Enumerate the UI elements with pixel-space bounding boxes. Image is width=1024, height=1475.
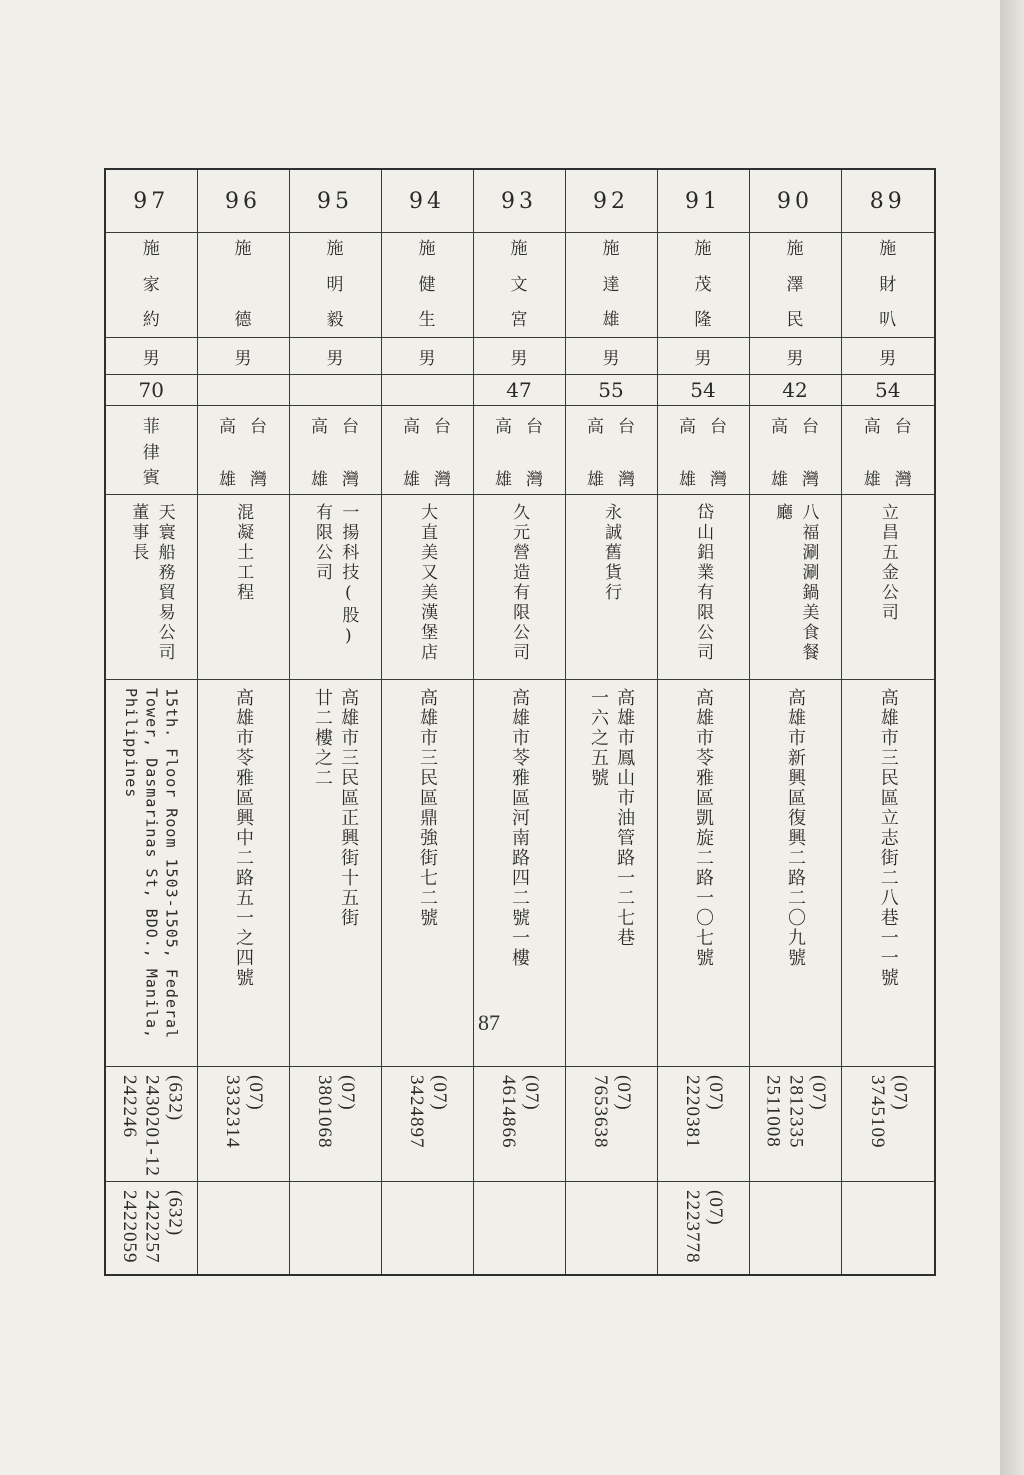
- place-char: 台: [434, 417, 451, 437]
- entry-number: 90: [777, 188, 813, 214]
- name-row: [105, 233, 935, 338]
- name-char: 文: [510, 274, 528, 295]
- member-table: [104, 168, 936, 1276]
- entry-number-cell: [565, 169, 657, 233]
- phone2-cell: [565, 1181, 657, 1275]
- birthplace-text: [290, 406, 381, 490]
- birthplace-text: [750, 406, 841, 490]
- place-char: 高: [863, 417, 881, 437]
- phone2-cell: [657, 1181, 749, 1275]
- entry-number-cell: [381, 169, 473, 233]
- name-cell: [749, 233, 841, 338]
- phone-cell: [565, 1067, 657, 1182]
- name-char: 施: [786, 239, 804, 259]
- age-cell: [197, 375, 289, 406]
- name-cell: [473, 233, 565, 338]
- entry-number-cell: [473, 169, 565, 233]
- address-row: [105, 680, 935, 1067]
- phone-text: (07) 7653638: [590, 1075, 634, 1149]
- company-text: 久元營造有限公司: [509, 503, 530, 663]
- phone-row: [105, 1067, 935, 1182]
- phone2-cell: [289, 1181, 381, 1275]
- name-char: 施: [510, 239, 528, 259]
- name-char: 家: [142, 274, 160, 295]
- entry-number-cell: [657, 169, 749, 233]
- phone2-cell: [197, 1181, 289, 1275]
- name-cell: [381, 233, 473, 338]
- place-char: 灣: [710, 470, 727, 490]
- age-cell: [473, 375, 565, 406]
- place-char: 賓: [142, 468, 160, 488]
- sex-cell: [105, 338, 197, 375]
- sex-text: 男: [142, 348, 160, 369]
- name-cell: [565, 233, 657, 338]
- place-char: 高: [311, 417, 328, 437]
- place-char: 雄: [219, 470, 236, 490]
- entry-number-cell: [289, 169, 381, 233]
- age-text: 55: [598, 378, 624, 402]
- place-char: 高: [219, 417, 236, 437]
- sex-cell: [197, 338, 289, 375]
- birthplace-cell: [841, 406, 935, 495]
- company-cell: [841, 495, 935, 680]
- birthplace-text: [658, 406, 749, 490]
- sex-row: [105, 338, 935, 375]
- birthplace-cell: [473, 406, 565, 495]
- place-char: 高: [403, 417, 420, 437]
- name-char: 德: [234, 310, 252, 330]
- name-cell: [105, 233, 197, 338]
- phone2-cell: [105, 1181, 197, 1275]
- name-char: 達: [602, 274, 620, 295]
- phone-cell: [473, 1067, 565, 1182]
- name-cell: [657, 233, 749, 338]
- entry-number-cell: [197, 169, 289, 233]
- sex-text: 男: [694, 348, 712, 369]
- age-text: 47: [506, 378, 532, 402]
- company-cell: [105, 495, 197, 680]
- birthplace-cell: [289, 406, 381, 495]
- entry-number-cell: [749, 169, 841, 233]
- place-char: 台: [342, 417, 359, 437]
- sex-text: 男: [326, 348, 344, 369]
- name-char: 茂: [694, 274, 712, 295]
- name-char: 雄: [602, 310, 620, 330]
- age-cell: [289, 375, 381, 406]
- age-cell: [841, 375, 935, 406]
- place-char: 高: [587, 417, 604, 437]
- name-char: 約: [142, 310, 160, 330]
- place-char: 台: [710, 417, 727, 437]
- entry-number: 94: [409, 188, 445, 214]
- sex-text: 男: [786, 348, 804, 369]
- age-cell: [565, 375, 657, 406]
- address-text: 高雄市鳳山市油管路一二七巷 一六之五號: [588, 688, 636, 948]
- company-text: 一揚科技(股) 有限公司: [312, 503, 359, 649]
- place-char: 灣: [894, 470, 912, 490]
- place-char: 灣: [526, 470, 543, 490]
- name-cell: [841, 233, 935, 338]
- address-cell: [197, 680, 289, 1067]
- name-char: 叭: [879, 310, 897, 330]
- entry-number-cell: [841, 169, 935, 233]
- sex-cell: [565, 338, 657, 375]
- name-char: 隆: [694, 310, 712, 330]
- phone2-cell: [841, 1181, 935, 1275]
- place-char: 台: [618, 417, 635, 437]
- phone-text: (07) 2812335 2511008: [762, 1075, 830, 1149]
- name-char: 澤: [786, 274, 804, 295]
- age-cell: [749, 375, 841, 406]
- phone-text: (07) 3801068: [314, 1075, 358, 1149]
- address-text: 高雄市三民區立志街二八巷一一號: [877, 688, 899, 988]
- address-text: 高雄市苓雅區興中二路五一之四號: [233, 688, 255, 988]
- entry-number: 91: [685, 188, 721, 214]
- sex-cell: [289, 338, 381, 375]
- sex-text: 男: [418, 348, 436, 369]
- phone-text: (07) 3424897: [406, 1075, 450, 1149]
- name-char: 生: [418, 310, 436, 330]
- sex-cell: [473, 338, 565, 375]
- name-char: 毅: [326, 310, 344, 330]
- name-char: 施: [694, 239, 712, 259]
- entry-number: 93: [501, 188, 537, 214]
- sex-cell: [841, 338, 935, 375]
- page-edge: [1000, 0, 1024, 1475]
- name-text: [842, 233, 935, 329]
- name-char: 施: [234, 239, 252, 259]
- phone2-cell: [381, 1181, 473, 1275]
- number-row: [105, 169, 935, 233]
- address-cell: [381, 680, 473, 1067]
- phone-cell: [197, 1067, 289, 1182]
- phone-text: (07) 3332314: [222, 1075, 266, 1149]
- address-cell: [749, 680, 841, 1067]
- entry-number: 97: [133, 188, 170, 214]
- company-cell: [749, 495, 841, 680]
- place-char: 雄: [495, 470, 512, 490]
- name-char: 施: [418, 239, 436, 259]
- name-char: 施: [879, 239, 897, 259]
- phone-cell: [289, 1067, 381, 1182]
- company-cell: [381, 495, 473, 680]
- phone-cell: [841, 1067, 935, 1182]
- company-text: 八福涮涮鍋美食餐 廳: [772, 503, 819, 663]
- entry-number: 96: [225, 188, 261, 214]
- name-char: 民: [786, 310, 804, 330]
- name-text: [382, 233, 473, 329]
- age-text: 70: [138, 378, 164, 402]
- company-text: 大直美又美漢堡店: [417, 503, 438, 663]
- place-char: 菲: [142, 417, 160, 437]
- birthplace-cell: [749, 406, 841, 495]
- name-text: [198, 233, 289, 329]
- address-cell: [473, 680, 565, 1067]
- age-cell: [657, 375, 749, 406]
- sex-text: 男: [879, 348, 897, 369]
- phone-cell: [749, 1067, 841, 1182]
- phone2-row: [105, 1181, 935, 1275]
- place-char: 台: [526, 417, 543, 437]
- address-cell: [841, 680, 935, 1067]
- address-text: 高雄市苓雅區河南路四二號一樓: [509, 688, 531, 968]
- place-char: 雄: [587, 470, 604, 490]
- place-char: 灣: [342, 470, 359, 490]
- sex-text: 男: [234, 348, 252, 369]
- phone-text: (07) 4614866: [498, 1075, 542, 1149]
- company-text: 立昌五金公司: [877, 503, 898, 623]
- name-char: 宮: [510, 310, 528, 330]
- sex-cell: [657, 338, 749, 375]
- place-char: 高: [495, 417, 512, 437]
- age-row: [105, 375, 935, 406]
- company-row: [105, 495, 935, 680]
- sex-text: 男: [510, 348, 528, 369]
- entry-number: 89: [869, 188, 906, 214]
- place-char: 雄: [679, 470, 696, 490]
- age-text: 42: [782, 378, 808, 402]
- place-char: 雄: [863, 470, 881, 490]
- place-char: 灣: [434, 470, 451, 490]
- name-char: 施: [326, 239, 344, 259]
- place-char: 高: [771, 417, 788, 437]
- phone-cell: [105, 1067, 197, 1182]
- birthplace-text: [474, 406, 565, 490]
- address-text: 高雄市新興區復興二路二〇九號: [785, 688, 807, 968]
- age-cell: [105, 375, 197, 406]
- address-text: 高雄市三民區鼎強街七二號: [417, 688, 439, 928]
- address-cell: [657, 680, 749, 1067]
- phone2-text: (07) 2223778: [682, 1189, 726, 1264]
- name-char: 健: [418, 274, 436, 295]
- name-text: [106, 233, 197, 329]
- name-text: [658, 233, 749, 329]
- phone-cell: [657, 1067, 749, 1182]
- birthplace-text: [198, 406, 289, 490]
- company-cell: [289, 495, 381, 680]
- name-text: [566, 233, 657, 329]
- name-char: 施: [602, 239, 620, 259]
- age-text: 54: [875, 378, 901, 402]
- birthplace-cell: [197, 406, 289, 495]
- phone-text: (632) 2430201-12 242246: [118, 1075, 186, 1177]
- place-char: 雄: [311, 470, 328, 490]
- name-cell: [289, 233, 381, 338]
- company-text: 永誠舊貨行: [601, 503, 622, 603]
- place-char: 灣: [618, 470, 635, 490]
- birthplace-text: [842, 406, 935, 490]
- name-text: [290, 233, 381, 329]
- birthplace-cell: [105, 406, 197, 495]
- sex-cell: [749, 338, 841, 375]
- sex-cell: [381, 338, 473, 375]
- company-text: 天寰船務貿易公司 董事長: [128, 503, 175, 663]
- phone-cell: [381, 1067, 473, 1182]
- company-text: 岱山鋁業有限公司: [693, 503, 714, 663]
- sex-text: 男: [602, 348, 620, 369]
- place-char: 台: [894, 417, 912, 437]
- address-text: 高雄市三民區正興街十五街 廿二樓之二: [312, 688, 360, 928]
- name-char: 明: [326, 274, 344, 295]
- address-cell: [565, 680, 657, 1067]
- phone-text: (07) 2220381: [682, 1075, 726, 1149]
- place-char: 雄: [403, 470, 420, 490]
- company-text: 混凝土工程: [233, 503, 254, 603]
- phone2-text: (632) 2422257 2422059: [118, 1189, 186, 1264]
- phone2-cell: [749, 1181, 841, 1275]
- birthplace-cell: [381, 406, 473, 495]
- phone2-cell: [473, 1181, 565, 1275]
- place-char: 台: [802, 417, 819, 437]
- birthplace-cell: [657, 406, 749, 495]
- name-char: 施: [142, 239, 160, 259]
- entry-number-cell: [105, 169, 197, 233]
- place-char: 台: [250, 417, 267, 437]
- name-cell: [197, 233, 289, 338]
- name-char: 財: [879, 274, 897, 295]
- company-cell: [197, 495, 289, 680]
- place-char: 律: [142, 442, 160, 463]
- birthplace-text: [382, 406, 473, 490]
- address-cell: [289, 680, 381, 1067]
- name-text: [750, 233, 841, 329]
- birthplace-text: [566, 406, 657, 490]
- birthplace-cell: [565, 406, 657, 495]
- company-cell: [657, 495, 749, 680]
- company-cell: [565, 495, 657, 680]
- address-cell: [105, 680, 197, 1067]
- company-cell: [473, 495, 565, 680]
- birthplace-row: [105, 406, 935, 495]
- age-text: 54: [690, 378, 716, 402]
- place-char: 雄: [771, 470, 788, 490]
- birthplace-text: [106, 406, 197, 490]
- entry-number: 92: [593, 188, 629, 214]
- age-cell: [381, 375, 473, 406]
- page-number: 87: [478, 1010, 500, 1035]
- place-char: 灣: [802, 470, 819, 490]
- place-char: 灣: [250, 470, 267, 490]
- place-char: 高: [679, 417, 696, 437]
- address-text: 高雄市苓雅區凱旋二路一〇七號: [693, 688, 715, 968]
- name-text: [474, 233, 565, 329]
- entry-number: 95: [317, 188, 353, 214]
- phone-text: (07) 3745109: [866, 1075, 911, 1149]
- address-text: 15th. Floor Room 1503-1505, Federal Tower, Dasmarinas St, BDO., Manila, Philippines: [122, 688, 181, 1040]
